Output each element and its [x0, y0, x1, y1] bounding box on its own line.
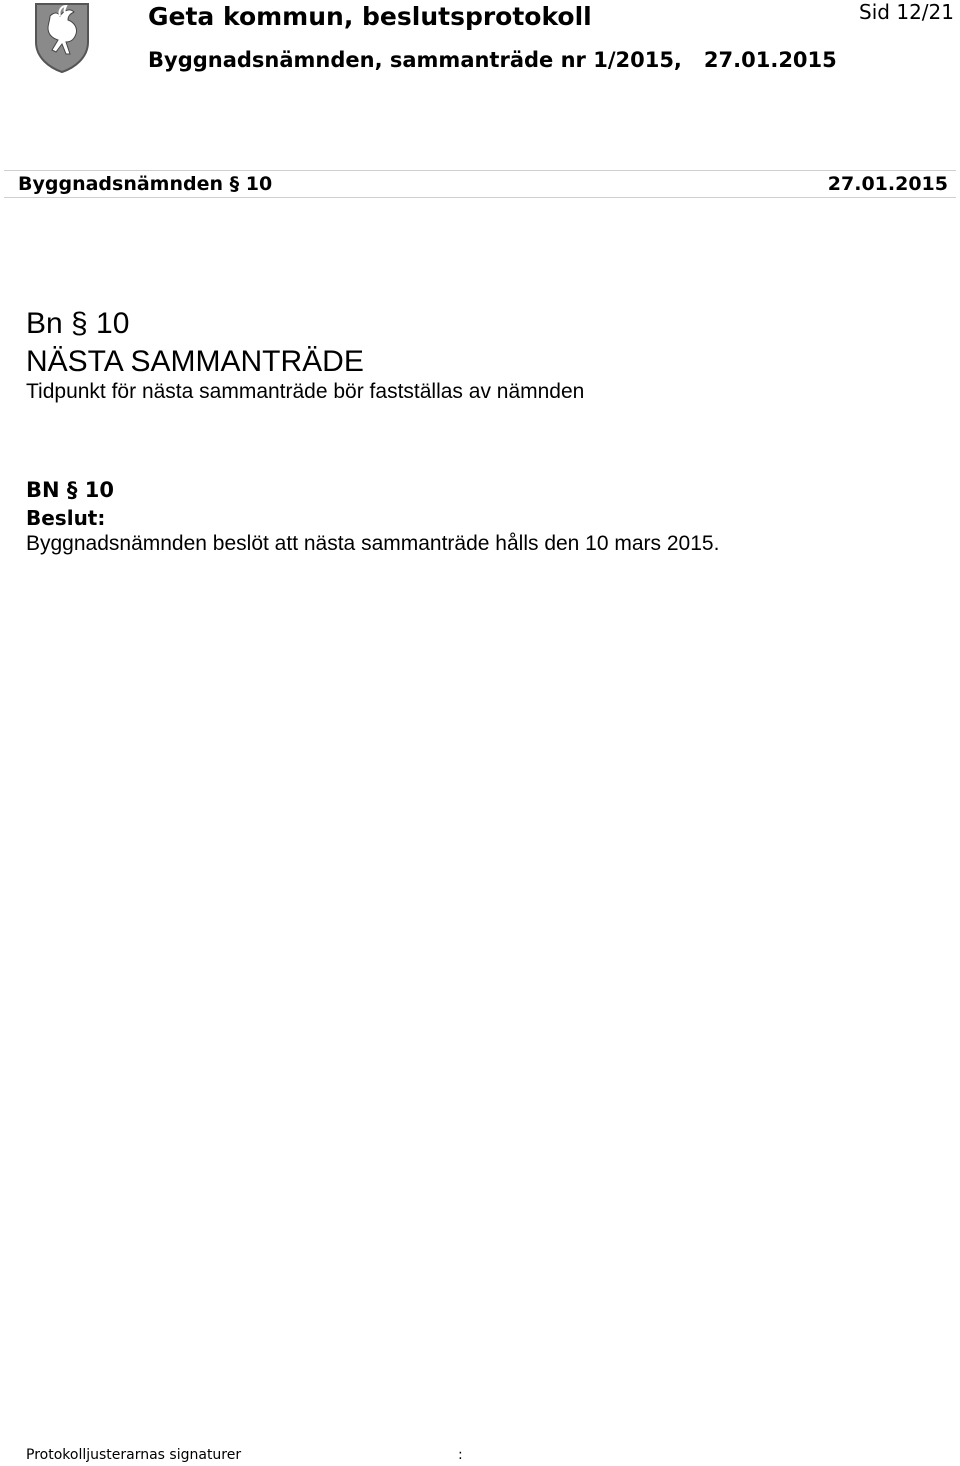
- item-description: Tidpunkt för nästa sammanträde bör fastställas av nämnden: [26, 380, 585, 403]
- meeting-date: 27.01.2015: [703, 48, 837, 72]
- item-heading: NÄSTA SAMMANTRÄDE: [26, 345, 364, 378]
- decision-paragraph: BN § 10: [26, 478, 114, 502]
- document-title: Geta kommun, beslutsprotokoll: [148, 2, 592, 31]
- section-bar: [4, 170, 956, 198]
- coat-of-arms-icon: [34, 2, 90, 74]
- item-paragraph: Bn § 10: [26, 307, 130, 340]
- section-label: Byggnadsnämnden § 10: [18, 173, 273, 195]
- meeting-name: Byggnadsnämnden, sammanträde nr 1/2015,: [148, 48, 682, 72]
- section-date: 27.01.2015: [827, 173, 948, 195]
- footer-colon: :: [458, 1447, 463, 1463]
- decision-label: Beslut:: [26, 506, 106, 530]
- footer-signatures: Protokolljusterarnas signaturer: [26, 1447, 242, 1463]
- decision-text: Byggnadsnämnden beslöt att nästa sammanträde hålls den 10 mars 2015.: [26, 532, 720, 555]
- page-number: Sid 12/21: [859, 0, 954, 24]
- meeting-info: [148, 46, 837, 74]
